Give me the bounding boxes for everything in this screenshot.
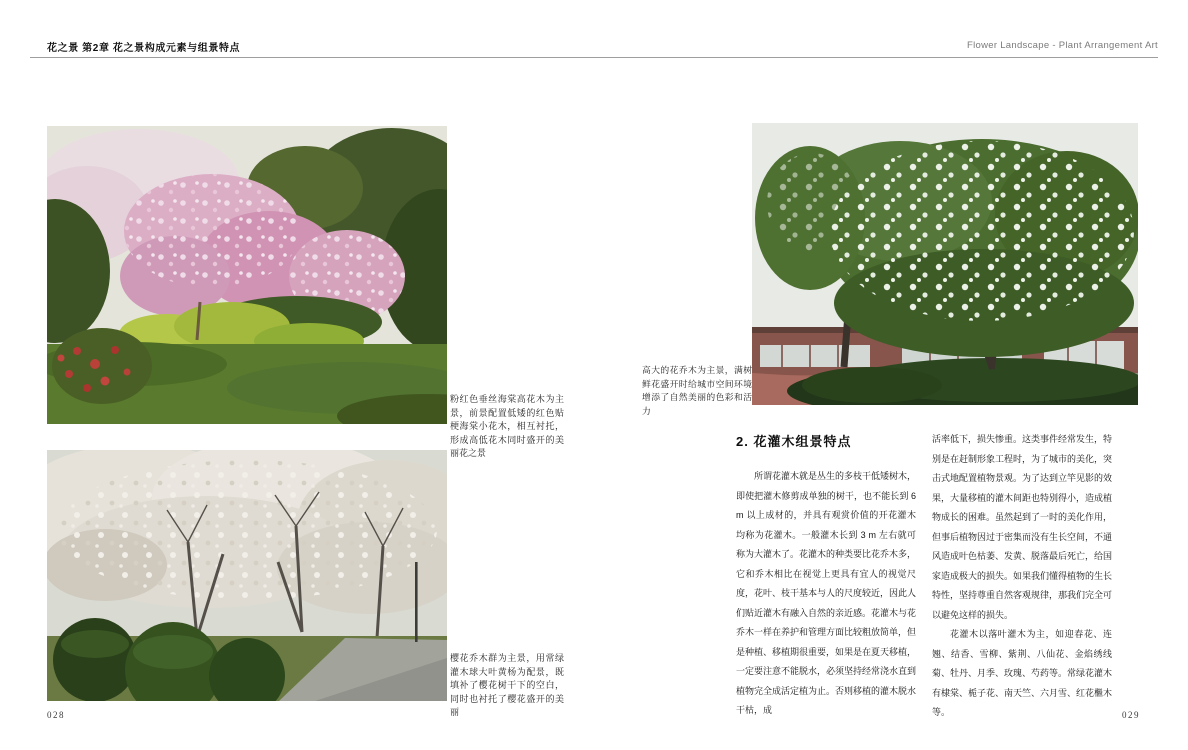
caption-flowering-tree: 高大的花乔木为主景，满树鲜花盛开时给城市空间环境增添了自然美丽的色彩和活力 <box>642 365 752 416</box>
section-title: 2. 花灌木组景特点 <box>736 434 852 449</box>
red-quince-bush <box>52 328 152 404</box>
photo-cherry-blossom-image <box>47 450 447 701</box>
running-head-left: 花之景 第2章 花之景构成元素与组景特点 <box>47 43 241 54</box>
running-head-right: Flower Landscape - Plant Arrangement Art <box>966 40 1158 51</box>
photo-pink-crabapple-garden <box>47 126 447 424</box>
caption-cherry-blossom: 樱花乔木群为主景，用常绿灌木球大叶黄杨为配景，既填补了樱花树干下的空白，同时也衬托了樱花盛开的美丽 <box>450 653 564 717</box>
page-number-left: 028 <box>47 710 65 720</box>
body-paragraph-1: 所谓花灌木就是丛生的多枝干低矮树木，即使把灌木修剪成单独的树干，也不能长到 6 m 以上成材的，并具有观赏价值的开花灌木均称为花灌木。一般灌木长到 3 m 左右就可称为大灌木了。花灌木的种类要比花乔木多，它和乔木相比在视觉上更具有宜人的视觉尺度，花叶、枝干基本与人的尺度较近，因此人们贴近灌木有融入自然的亲近感。花灌木与花乔木一样在养护和管理方面比较粗放简单，但是种植、移植期很重要，如果是在夏天移植，一定要注意不能脱水，必须坚持经常浇水直到植物完全成活定植为止。否则移植的灌木脱水干枯，成 <box>736 471 917 715</box>
photo-pink-crabapple-garden-image <box>47 126 447 424</box>
header-rule <box>30 57 1158 58</box>
text-column-2 <box>932 430 1112 723</box>
text-column-1 <box>736 430 916 723</box>
caption-pink-crabapple: 粉红色垂丝海棠高花木为主景，前景配置低矮的红色贴梗海棠小花木，相互衬托，形成高低花木同时盛开的美丽花之景 <box>450 394 564 458</box>
body-paragraph-2: 花灌木以落叶灌木为主，如迎春花、连翘、结香、雪柳、紫荆、八仙花、金焰绣线菊、牡丹、月季、玫瑰、芍药等。常绿花灌木有棣棠、栀子花、南天竺、六月雪、红花檵木等。 <box>932 629 1113 717</box>
photo-cherry-blossom-shrub-balls <box>47 450 447 701</box>
photo-flowering-tree-city <box>752 123 1138 405</box>
page-number-right: 029 <box>1122 710 1140 720</box>
body-paragraph-1-continued: 活率低下，损失惨重。这类事件经常发生，特别是在赶制形象工程时，为了城市的美化，突击式地配置植物景观。为了达到立竿见影的效果，大量移植的灌木间距也特别得小，造成植物成长的困难。虽然起到了一时的美化作用，但事后植物因过于密集而没有生长空间，不通风造成叶色枯萎、发黄、脱落最后死亡，给国家造成极大的损失。如果我们懂得植物的生长特性，坚持尊重自然客观规律，那我们完全可以避免这样的损失。 <box>932 434 1113 620</box>
body-text-block <box>736 430 1112 723</box>
photo-flowering-tree-image <box>752 123 1138 405</box>
blossom-canopy <box>47 450 447 614</box>
